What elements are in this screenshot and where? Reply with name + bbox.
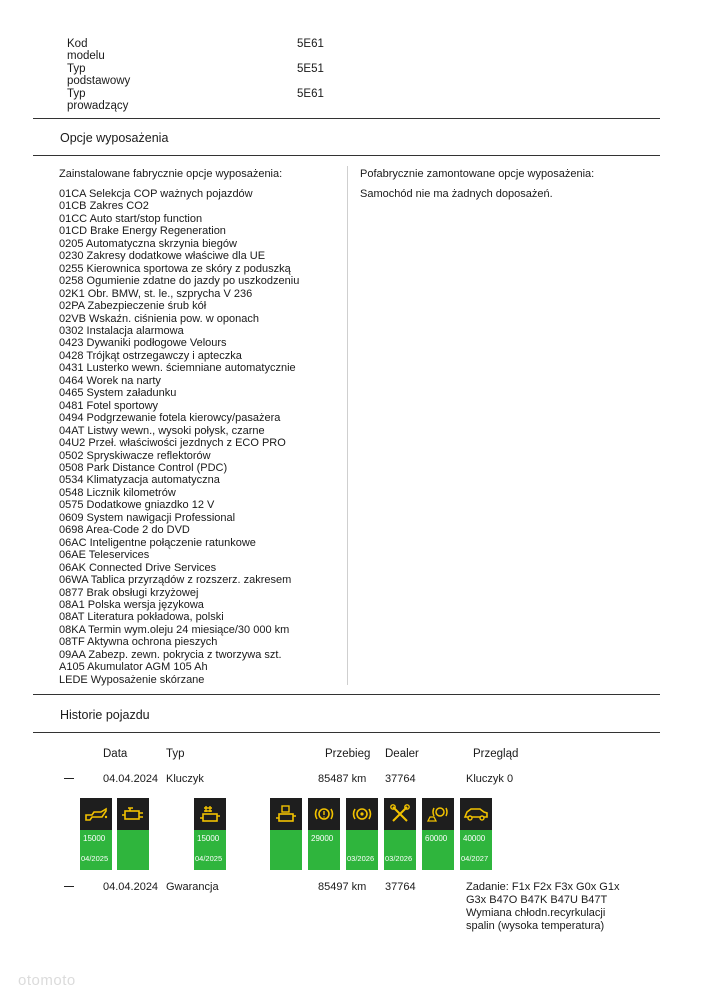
- option-item: 0428 Trójkąt ostrzegawczy i apteczka: [59, 349, 242, 362]
- history-entry-type: Gwarancja: [166, 881, 219, 893]
- option-item: 0205 Automatyczna skrzynia biegów: [59, 237, 237, 250]
- service-tools-icon: [384, 798, 416, 830]
- oil-can-icon: [80, 798, 112, 830]
- history-header-review: Przegląd: [473, 748, 519, 760]
- service-tile-microfilter: [194, 798, 226, 870]
- option-item: 0877 Brak obsługi krzyżowej: [59, 586, 199, 599]
- option-item: 0548 Licznik kilometrów: [59, 486, 176, 499]
- vehicle-check-icon: [117, 798, 149, 830]
- option-item: 0481 Fotel sportowy: [59, 399, 159, 412]
- model-code-label: Kod modelu: [67, 38, 105, 62]
- service-tile-tools: [384, 798, 416, 870]
- tile-mileage: 60000: [425, 834, 448, 843]
- option-item: 01CC Auto start/stop function: [59, 212, 203, 225]
- rear-brake-icon: [422, 798, 454, 830]
- option-item: 06WA Tablica przyrządów z rozszerz. zakresem: [59, 574, 292, 587]
- base-type-value: 5E51: [297, 63, 324, 75]
- option-item: 09AA Zabezp. zewn. pokrycia z tworzywa szt.: [59, 648, 282, 661]
- divider: [33, 118, 660, 119]
- service-tile-fuel-filter: [270, 798, 302, 870]
- tile-date: 03/2026: [347, 854, 375, 863]
- divider: [33, 732, 660, 733]
- option-item: 01CD Brake Energy Regeneration: [59, 225, 226, 238]
- option-item: 04U2 Przeł. właściwości jezdnych z ECO PRO: [59, 437, 286, 450]
- brake-fluid-icon: [346, 798, 378, 830]
- tile-mileage: 15000: [83, 834, 106, 843]
- history-entry-mileage: 85497 km: [318, 881, 367, 893]
- option-item: 08A1 Polska wersja językowa: [59, 598, 204, 611]
- aftermarket-options-title: Pofabrycznie zamontowane opcje wyposażenia:: [360, 168, 595, 180]
- history-entry-dealer: 37764: [385, 881, 416, 893]
- option-item: 08KA Termin wym.oleju 24 miesiące/30 000 km: [59, 623, 290, 636]
- option-item: 04AT Listwy wewn., wysoki połysk, czarne: [59, 424, 265, 437]
- options-section-title: Opcje wyposażenia: [60, 131, 169, 145]
- option-item: 08TF Aktywna ochrona pieszych: [59, 636, 218, 649]
- history-header-dealer: Dealer: [385, 748, 419, 760]
- microfilter-icon: [194, 798, 226, 830]
- tile-mileage: 15000: [197, 834, 220, 843]
- history-header-mileage: Przebieg: [325, 748, 371, 760]
- factory-options-list: [59, 188, 299, 686]
- option-item: 0431 Lusterko wewn. ściemniane automatycznie: [59, 362, 296, 375]
- option-item: 06AE Teleservices: [59, 549, 150, 562]
- option-item: 0575 Dodatkowe gniazdko 12 V: [59, 499, 215, 512]
- option-item: 0698 Area-Code 2 do DVD: [59, 524, 190, 537]
- service-tile-vehicle-check: [117, 798, 149, 870]
- base-type-label: Typ podstawowy: [67, 63, 131, 87]
- model-code-value: 5E61: [297, 38, 324, 50]
- service-tile-brake-fluid: [346, 798, 378, 870]
- collapse-toggle[interactable]: [64, 778, 74, 779]
- option-item: A105 Akumulator AGM 105 Ah: [59, 661, 208, 674]
- tile-date: 04/2027: [461, 854, 489, 863]
- history-entry-type: Kluczyk: [166, 773, 204, 785]
- history-header-date: Data: [103, 748, 128, 760]
- option-item: 06AC Inteligentne połączenie ratunkowe: [59, 536, 256, 549]
- option-item: 0230 Zakresy dodatkowe właściwe dla UE: [59, 250, 266, 263]
- option-item: 0465 System załadunku: [59, 387, 177, 400]
- option-item: 0258 Ogumienie zdatne do jazdy po uszkodzeniu: [59, 275, 300, 288]
- option-item: 08AT Literatura pokładowa, polski: [59, 611, 224, 624]
- collapse-toggle[interactable]: [64, 886, 74, 887]
- history-section-title: Historie pojazdu: [60, 708, 150, 722]
- option-item: 0508 Park Distance Control (PDC): [59, 461, 228, 474]
- history-header-type: Typ: [166, 748, 185, 760]
- history-entry-date: 04.04.2024: [103, 881, 159, 893]
- history-entry-mileage: 85487 km: [318, 773, 367, 785]
- tile-mileage: 40000: [463, 834, 486, 843]
- option-item: 0464 Worek na narty: [59, 374, 161, 387]
- leading-type-label: Typ prowadzący: [67, 88, 129, 112]
- brake-pad-icon: [308, 798, 340, 830]
- car-inspection-icon: [460, 798, 492, 830]
- option-item: 0502 Spryskiwacze reflektorów: [59, 449, 211, 462]
- service-tile-rear-brakes: [422, 798, 454, 870]
- aftermarket-options-text: Samochód nie ma żadnych doposażeń.: [360, 188, 553, 200]
- watermark-logo: otomoto: [18, 972, 76, 989]
- option-item: 0302 Instalacja alarmowa: [59, 324, 184, 337]
- history-entry-date: 04.04.2024: [103, 773, 159, 785]
- tile-date: 04/2025: [195, 854, 223, 863]
- factory-options-title: Zainstalowane fabrycznie opcje wyposażenia:: [59, 168, 283, 180]
- tile-date: 04/2025: [81, 854, 109, 863]
- option-item: 01CA Selekcja COP ważnych pojazdów: [59, 188, 253, 200]
- option-item: 0609 System nawigacji Professional: [59, 511, 236, 524]
- service-tile-brake-pads: [308, 798, 340, 870]
- option-item: 02VB Wskaźn. ciśnienia pow. w oponach: [59, 312, 259, 325]
- column-divider: [347, 166, 348, 685]
- history-entry-review: Zadanie: F1x F2x F3x G0x G1x G3x B47O B47K B47U B47T Wymiana chłodn.recyrkulacji spalin (wysoka temperatura): [466, 881, 620, 932]
- service-tile-inspection: [460, 798, 492, 870]
- option-item: 0494 Podgrzewanie fotela kierowcy/pasażera: [59, 412, 281, 425]
- fuel-filter-icon: [270, 798, 302, 830]
- leading-type-value: 5E61: [297, 88, 324, 100]
- option-item: 01CB Zakres CO2: [59, 200, 149, 213]
- option-item: 0534 Klimatyzacja automatyczna: [59, 474, 220, 487]
- tile-mileage: 29000: [311, 834, 334, 843]
- option-item: 02PA Zabezpieczenie śrub kół: [59, 300, 207, 313]
- divider: [33, 694, 660, 695]
- divider: [33, 155, 660, 156]
- option-item: 02K1 Obr. BMW, st. le., szprycha V 236: [59, 287, 253, 300]
- tile-date: 03/2026: [385, 854, 413, 863]
- option-item: 0255 Kierownica sportowa ze skóry z poduszką: [59, 262, 291, 275]
- option-item: 06AK Connected Drive Services: [59, 561, 217, 574]
- service-tile-oil: [80, 798, 112, 870]
- history-entry-review: Kluczyk 0: [466, 773, 514, 785]
- history-entry-dealer: 37764: [385, 773, 416, 785]
- option-item: LEDE Wyposażenie skórzane: [59, 673, 205, 686]
- option-item: 0423 Dywaniki podłogowe Velours: [59, 337, 227, 350]
